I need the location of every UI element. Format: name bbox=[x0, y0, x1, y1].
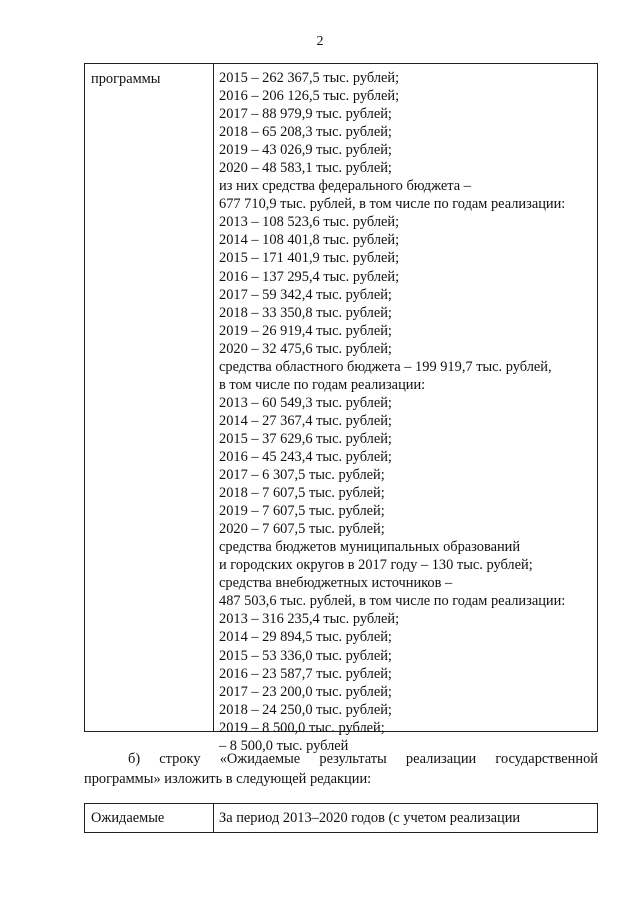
funding-line: средства бюджетов муниципальных образований bbox=[219, 539, 521, 556]
paragraph-line-2: программы» изложить в следующей редакции: bbox=[84, 771, 372, 787]
funding-line: из них средства федерального бюджета – bbox=[219, 178, 471, 195]
funding-line: 2019 – 26 919,4 тыс. рублей; bbox=[219, 322, 392, 339]
table-column-divider bbox=[213, 64, 214, 731]
funding-line: в том числе по годам реализации: bbox=[219, 376, 426, 393]
paragraph-word: «Ожидаемые bbox=[219, 751, 301, 767]
funding-line: 2019 – 8 500,0 тыс. рублей; bbox=[219, 719, 385, 736]
funding-line: 2014 – 29 894,5 тыс. рублей; bbox=[219, 629, 392, 646]
paragraph-line-1 bbox=[84, 749, 598, 769]
funding-line: 2016 – 137 295,4 тыс. рублей; bbox=[219, 268, 400, 285]
funding-line: 2019 – 7 607,5 тыс. рублей; bbox=[219, 503, 385, 520]
funding-line: 2016 – 45 243,4 тыс. рублей; bbox=[219, 448, 392, 465]
funding-line: 2016 – 206 126,5 тыс. рублей; bbox=[219, 88, 400, 105]
funding-line: 2017 – 6 307,5 тыс. рублей; bbox=[219, 467, 385, 484]
funding-table bbox=[84, 63, 598, 754]
funding-line: 2015 – 262 367,5 тыс. рублей; bbox=[219, 70, 400, 86]
funding-line: 2017 – 59 342,4 тыс. рублей; bbox=[219, 286, 392, 303]
funding-line: 2020 – 48 583,1 тыс. рублей; bbox=[219, 160, 392, 177]
funding-line: 677 710,9 тыс. рублей, в том числе по годам реализации: bbox=[219, 196, 566, 213]
table-value-cell: За период 2013–2020 годов (с учетом реализации bbox=[219, 810, 521, 826]
funding-line: 2018 – 7 607,5 тыс. рублей; bbox=[219, 485, 385, 502]
table-label-cell: программы bbox=[91, 71, 161, 87]
funding-line: 2014 – 27 367,4 тыс. рублей; bbox=[219, 412, 392, 429]
funding-line: 2017 – 23 200,0 тыс. рублей; bbox=[219, 683, 392, 700]
table-column-divider bbox=[213, 804, 214, 832]
funding-line: – 8 500,0 тыс. рублей bbox=[219, 737, 349, 754]
funding-line: средства областного бюджета – 199 919,7 тыс. рублей, bbox=[219, 358, 552, 375]
funding-line: 2015 – 171 401,9 тыс. рублей; bbox=[219, 250, 400, 267]
funding-line: 2020 – 7 607,5 тыс. рублей; bbox=[219, 521, 385, 538]
funding-line: средства внебюджетных источников – bbox=[219, 575, 453, 592]
funding-line: 487 503,6 тыс. рублей, в том числе по годам реализации: bbox=[219, 593, 566, 610]
paragraph-word: результаты bbox=[319, 751, 387, 767]
expected-results-table bbox=[84, 803, 598, 833]
table-label-cell: Ожидаемые bbox=[91, 810, 165, 826]
funding-line: 2019 – 43 026,9 тыс. рублей; bbox=[219, 142, 392, 159]
paragraph-word: реализации bbox=[405, 751, 477, 767]
funding-line: 2013 – 108 523,6 тыс. рублей; bbox=[219, 214, 400, 231]
funding-line: 2014 – 108 401,8 тыс. рублей; bbox=[219, 232, 400, 249]
funding-lines bbox=[219, 69, 565, 755]
paragraph-word: б) bbox=[128, 751, 141, 767]
funding-line: 2017 – 88 979,9 тыс. рублей; bbox=[219, 106, 392, 123]
funding-line: и городских округов в 2017 году – 130 тыс. рублей; bbox=[219, 557, 533, 574]
funding-line: 2018 – 65 208,3 тыс. рублей; bbox=[219, 124, 392, 141]
funding-line: 2015 – 53 336,0 тыс. рублей; bbox=[219, 647, 392, 664]
paragraph-word: строку bbox=[159, 751, 201, 767]
funding-line: 2015 – 37 629,6 тыс. рублей; bbox=[219, 430, 392, 447]
funding-line: 2013 – 60 549,3 тыс. рублей; bbox=[219, 394, 392, 411]
funding-line: 2016 – 23 587,7 тыс. рублей; bbox=[219, 665, 392, 682]
page-number: 2 bbox=[316, 34, 324, 49]
instruction-paragraph bbox=[84, 749, 598, 789]
funding-line: 2020 – 32 475,6 тыс. рублей; bbox=[219, 340, 392, 357]
funding-line: 2018 – 24 250,0 тыс. рублей; bbox=[219, 701, 392, 718]
funding-line: 2013 – 316 235,4 тыс. рублей; bbox=[219, 611, 400, 628]
paragraph-word: государственной bbox=[495, 751, 598, 767]
funding-line: 2018 – 33 350,8 тыс. рублей; bbox=[219, 304, 392, 321]
